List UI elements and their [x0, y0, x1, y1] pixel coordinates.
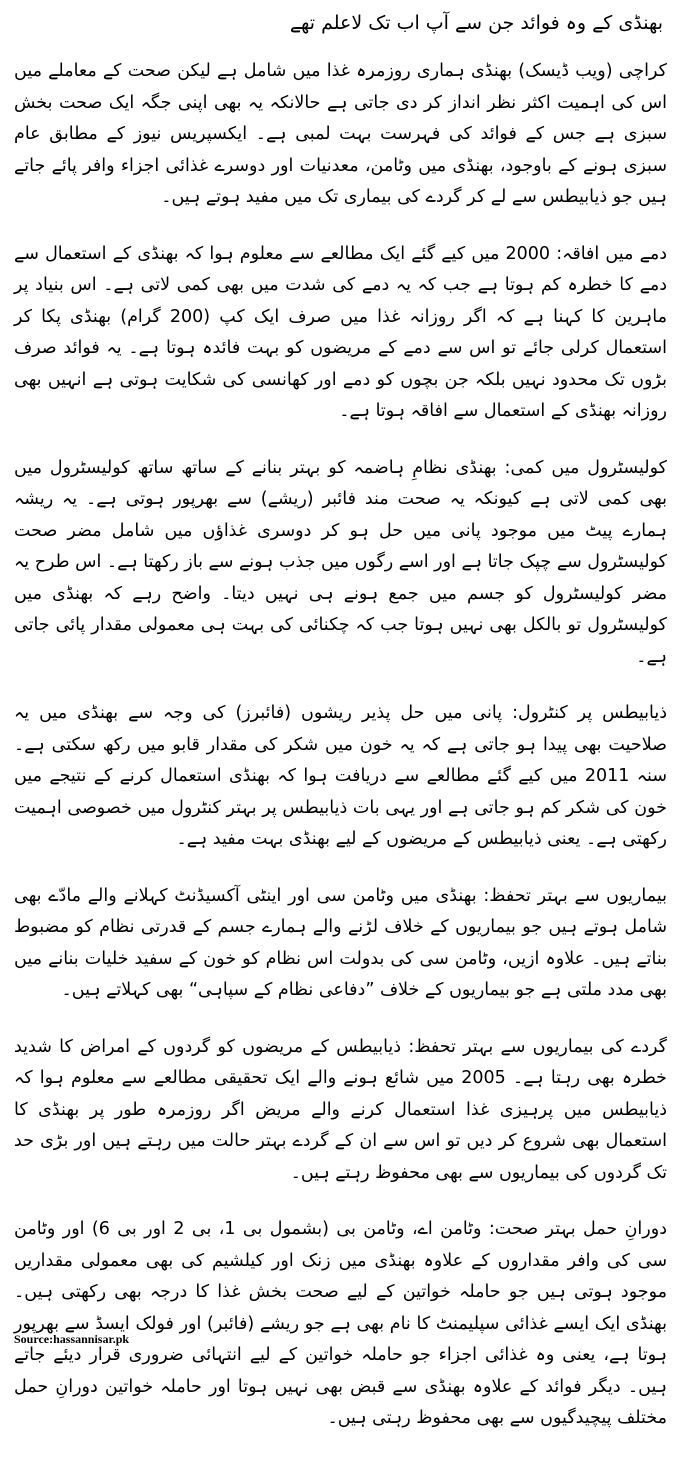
paragraph-intro: کراچی (ویب ڈیسک) بھنڈی ہماری روزمرہ غذا میں شامل ہے لیکن صحت کے معاملے میں اس کی اہمیت اکثر نظر انداز کر دی جاتی ہے حالانکہ یہ بھی اپنی جگہ ایک صحت بخش سبزی ہے جس کے فوائد کی فہرست بہت لمبی ہے۔ ایکسپریس نیوز کے مطابق عام سبزی ہونے کے باوجود، بھنڈی میں وٹامن، معدنیات اور دوسرے غذائی اجزاء وافر پائے جاتے ہیں جو ذیابیطس سے لے کر گردے کی بیماری تک میں مفید ہوتے ہیں۔: [14, 61, 667, 207]
source-credit: Source:hassannisar.pk: [14, 1332, 130, 1346]
paragraph-diabetes: ذیابیطس پر کنٹرول: پانی میں حل پذیر ریشوں (فائبرز) کی وجہ سے بھنڈی میں یہ صلاحیت بھی پیدا ہو جاتی ہے کہ یہ خون میں شکر کی مقدار قابو میں رکھ سکتی ہے۔ سنہ 2011 میں کیے گئے مطالعے سے دریافت ہوا کہ بھنڈی استعمال کرنے کے نتیجے میں خون کی شکر کم ہو جاتی ہے اور یہی بات ذیابیطس پر بہتر کنٹرول میں خصوصی اہمیت رکھتی ہے۔ یعنی ذیابیطس کے مریضوں کے لیے بھنڈی بہت مفید ہے۔: [14, 703, 667, 849]
paragraph-cholesterol: کولیسٹرول میں کمی: بھنڈی نظامِ ہاضمہ کو بہتر بنانے کے ساتھ ساتھ کولیسٹرول میں بھی کمی لاتی ہے کیونکہ یہ صحت مند فائبر (ریشے) سے بھرپور ہوتی ہے۔ یہ ریشہ ہمارے پیٹ میں موجود پانی میں حل ہو کر دوسری غذاؤں میں شامل مضر صحت کولیسٹرول سے چپک جاتا ہے اور اسے رگوں میں جذب ہونے سے باز رکھتا ہے۔ اس طرح یہ مضر کولیسٹرول کو جسم میں جمع ہونے ہی نہیں دیتا۔ واضح رہے کہ بھنڈی میں کولیسٹرول تو بالکل بھی نہیں ہوتا جب کہ چکنائی کی بہت ہی معمولی مقدار پائی جاتی ہے۔: [14, 457, 667, 667]
article: [14, 8, 667, 1460]
paragraph-immunity: بیماریوں سے بہتر تحفظ: بھنڈی میں وٹامن سی اور اینٹی آکسیڈنٹ کہلانے والے مادّے بھی شامل ہوتے ہیں جو بیماریوں کے خلاف لڑنے والے ہمارے جسم کے قدرتی نظام کو مضبوط بناتے ہیں۔ علاوہ ازیں، وٹامن سی کی بدولت اس نظام کو خون کے سفید خلیات بنانے میں بھی مدد ملتی ہے جو بیماریوں کے خلاف ”دفاعی نظام کے سپاہی“ بھی کہلاتے ہیں۔: [14, 885, 667, 1000]
paragraph-pregnancy: دورانِ حمل بہتر صحت: وٹامن اے، وٹامن بی (بشمول بی 1، بی 2 اور بی 6) اور وٹامن سی کی وافر مقداروں کے علاوہ بھنڈی میں زنک اور کیلشیم کی بھی معمولی مقداریں موجود ہوتی ہیں جو حاملہ خواتین کے لیے صحت بخش غذا کا درجہ بھی رکھتی ہیں۔ بھنڈی ایک ایسے غذائی سپلیمنٹ کا نام بھی ہے جو ریشے (فائبر) اور فولک ایسڈ سے بھرپور ہوتا ہے، یعنی وہ غذائی اجزاء جو حاملہ خواتین کے لیے انتہائی ضروری قرار دیئے جاتے ہیں۔ دیگر فوائد کے علاوہ بھنڈی سے قبض بھی نہیں ہوتا اور حاملہ خواتین دورانِ حمل مختلف پیچیدگیوں سے بھی محفوظ رہتی ہیں۔: [14, 1219, 667, 1428]
paragraph-asthma: دمے میں افاقہ: 2000 میں کیے گئے ایک مطالعے سے معلوم ہوا کہ بھنڈی کے استعمال سے دمے کا خطرہ کم ہوتا ہے جب کہ یہ دمے کی شدت میں بھی کمی لاتی ہے۔ اس بنیاد پر ماہرین کا کہنا ہے کہ اگر روزانہ غذا میں صرف ایک کپ (200 گرام) بھنڈی پکا کر استعمال کرلی جائے تو اس سے دمے کے مریضوں کو بہت فائدہ ہوتا ہے۔ یہ فوائد صرف بڑوں تک محدود نہیں بلکہ جن بچوں کو دمے اور کھانسی کی شکایت ہوتی ہے انہیں بھی روزانہ بھنڈی کے استعمال سے افاقہ ہوتا ہے۔: [14, 243, 667, 421]
paragraph-kidney: گردے کی بیماریوں سے بہتر تحفظ: ذیابیطس کے مریضوں کو گردوں کے امراض کا شدید خطرہ بھی رہتا ہے۔ 2005 میں شائع ہونے والے ایک تحقیقی مطالعے سے معلوم ہوا کہ ذیابیطس میں پرہیزی غذا استعمال کرنے والے مریض اگر روزمرہ طور پر بھنڈی کا استعمال بھی شروع کر دیں تو اس سے ان کے گردے بہتر حالت میں رہتے ہیں اور بڑی حد تک گردوں کی بیماریوں سے بھی محفوظ رہتے ہیں۔: [14, 1036, 667, 1183]
article-title: بھنڈی کے وہ فوائد جن سے آپ اب تک لاعلم تھے: [289, 12, 663, 34]
